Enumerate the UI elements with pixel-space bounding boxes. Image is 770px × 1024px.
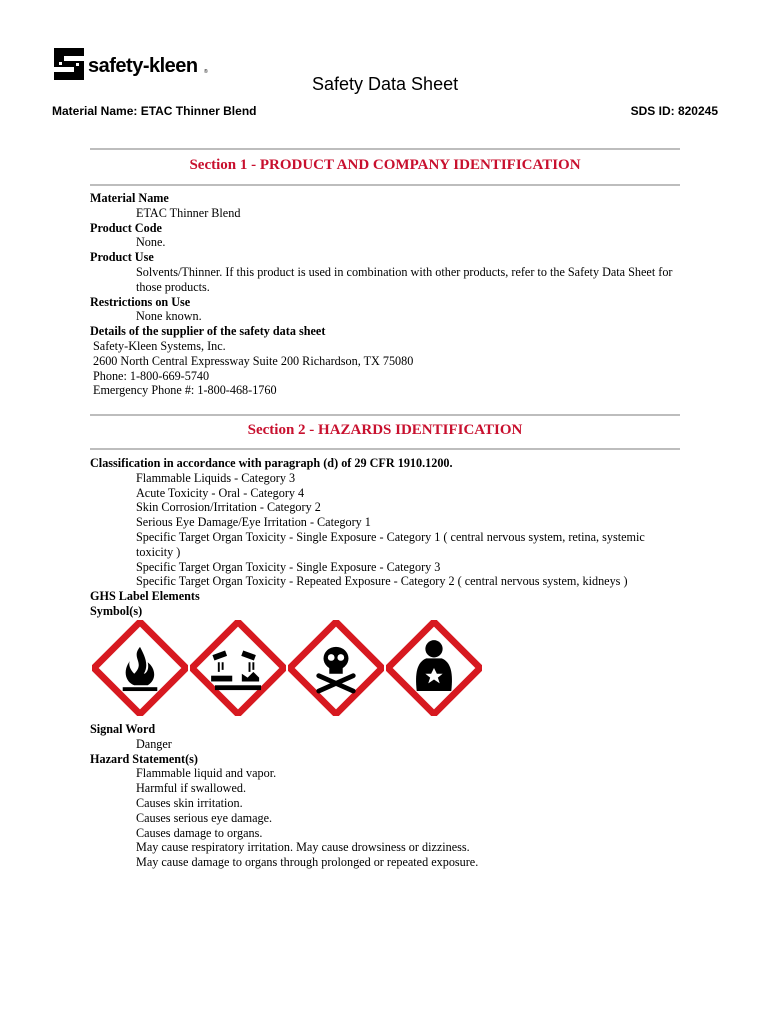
section-2-classification [90, 456, 690, 619]
hazard-statement: May cause respiratory irritation. May cause drowsiness or dizziness. [136, 840, 470, 855]
section-divider [90, 414, 680, 416]
section-1-title: Section 1 - PRODUCT AND COMPANY IDENTIFICATION [189, 157, 581, 173]
supplier-label: Details of the supplier of the safety data sheet [90, 324, 326, 339]
supplier-phone: Phone: 1-800-669-5740 [93, 368, 210, 383]
restrictions-value: None known. [136, 309, 202, 324]
hazard-statement: Causes skin irritation. [136, 795, 243, 810]
section-1-body [90, 191, 690, 398]
corrosion-icon [190, 620, 286, 716]
hazard-statement: Causes damage to organs. [136, 825, 263, 840]
svg-text:safety-kleen: safety-kleen [88, 55, 198, 77]
classification-item: Skin Corrosion/Irritation - Category 2 [136, 500, 321, 515]
material-name-header: Material Name: ETAC Thinner Blend [52, 104, 257, 118]
product-use-label: Product Use [90, 250, 154, 265]
flame-icon [92, 620, 188, 716]
classification-item: Flammable Liquids - Category 3 [136, 470, 296, 485]
safety-kleen-logo [50, 42, 210, 86]
ghs-pictograms [92, 620, 492, 720]
restrictions-label: Restrictions on Use [90, 294, 191, 309]
section-divider [90, 448, 680, 450]
logo-mark-icon [54, 48, 84, 80]
signal-word-label: Signal Word [90, 722, 156, 736]
document-title: Safety Data Sheet [312, 74, 459, 94]
classification-item: Serious Eye Damage/Eye Irritation - Category 1 [136, 515, 371, 530]
classification-item: Acute Toxicity - Oral - Category 4 [136, 485, 305, 500]
supplier-emergency-phone: Emergency Phone #: 1-800-468-1760 [93, 383, 277, 398]
product-use-value: Solvents/Thinner. If this product is used in combination with other products, refer to the Safety Data Sheet for those products. [136, 264, 673, 294]
hazard-statements-label: Hazard Statement(s) [90, 751, 198, 766]
sds-id-header: SDS ID: 820245 [630, 104, 718, 118]
hazard-statement: May cause damage to organs through prolonged or repeated exposure. [136, 855, 479, 870]
hazard-statement: Harmful if swallowed. [136, 781, 246, 796]
hazard-statement: Flammable liquid and vapor. [136, 766, 277, 781]
skull-crossbones-icon [288, 620, 384, 716]
supplier-address: 2600 North Central Expressway Suite 200 Richardson, TX 75080 [93, 353, 414, 368]
ghs-label-elements: GHS Label Elements [90, 589, 200, 604]
section-2-title: Section 2 - HAZARDS IDENTIFICATION [247, 422, 523, 438]
supplier-name: Safety-Kleen Systems, Inc. [93, 338, 226, 353]
product-code-value: None. [136, 235, 166, 250]
hazard-statement: Causes serious eye damage. [136, 810, 273, 825]
classification-item: Specific Target Organ Toxicity - Repeated Exposure - Category 2 ( central nervous system, kidneys ) [136, 574, 628, 589]
classification-item: Specific Target Organ Toxicity - Single Exposure - Category 1 ( central nervous system, retina, systemic toxicity ) [136, 529, 645, 559]
signal-word-value: Danger [136, 736, 172, 751]
health-hazard-icon [386, 620, 482, 716]
product-code-label: Product Code [90, 220, 162, 235]
material-name-label: Material Name [90, 191, 169, 205]
classification-label: Classification in accordance with paragraph (d) of 29 CFR 1910.1200. [90, 456, 453, 470]
section-2-label-elements [90, 722, 690, 870]
material-name-value: ETAC Thinner Blend [136, 205, 241, 220]
symbols-label: Symbol(s) [90, 603, 143, 618]
section-divider [90, 148, 680, 150]
section-divider [90, 184, 680, 186]
classification-item: Specific Target Organ Toxicity - Single Exposure - Category 3 [136, 559, 441, 574]
svg-text:®: ® [204, 69, 208, 75]
